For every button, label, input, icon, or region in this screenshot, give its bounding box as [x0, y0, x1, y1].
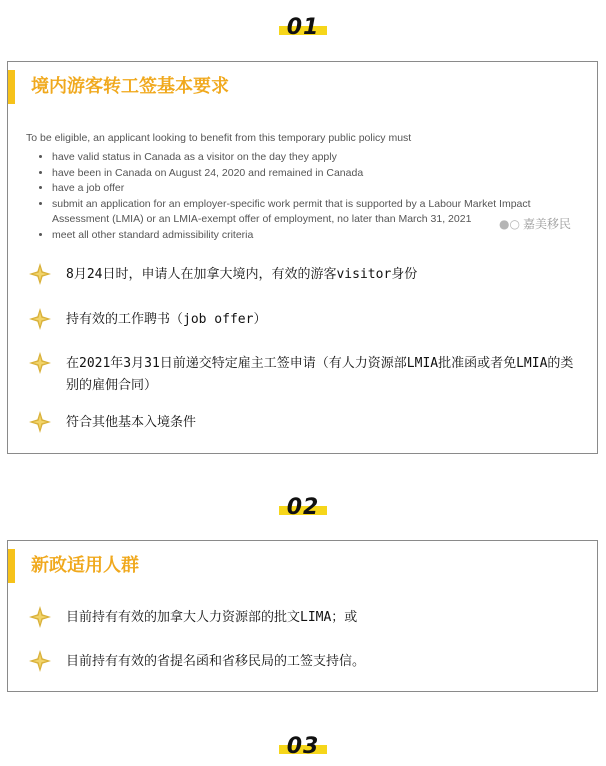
list-item: [28, 264, 586, 286]
star-bullet-icon: [28, 410, 52, 434]
quote-bullet: • have a job offer: [52, 181, 586, 197]
star-bullet-icon: [28, 649, 52, 673]
section-number-02: [0, 494, 606, 522]
item-text: 8月24日时，申请人在加拿大境内，有效的游客visitor身份: [66, 267, 418, 282]
quote-lead: To be eligible, an applicant looking to benefit from this temporary public policy must: [26, 132, 412, 144]
star-bullet-icon: [28, 262, 52, 286]
section-number-text: 02: [286, 495, 320, 520]
item-text: 目前持有有效的加拿大人力资源部的批文LIMA；或: [66, 610, 358, 625]
wechat-icon: ●○: [499, 217, 520, 231]
list-item: [28, 309, 586, 331]
section-number-text: 03: [286, 734, 320, 759]
quote-bullet: • have valid status in Canada as a visitor on the day they apply: [52, 150, 586, 166]
section-number-text: 01: [286, 15, 320, 40]
item-text: 持有效的工作聘书（job offer）: [66, 312, 267, 327]
section1-title: 境内游客转工签基本要求: [8, 70, 229, 104]
section-number-03: [0, 733, 606, 761]
quote-bullet: • submit an application for an employer-specific work permit that is supported by a Labour Market Impact Assessment (LMIA) or an LMIA-exempt offer of employment, no later than March 31, 2021: [52, 197, 586, 228]
item-text: 符合其他基本入境条件: [66, 415, 197, 430]
quote-bullet: • have been in Canada on August 24, 2020 and remained in Canada: [52, 166, 586, 182]
watermark-text: 嘉美移民: [522, 217, 571, 231]
section1-box: [7, 61, 598, 454]
star-bullet-icon: [28, 605, 52, 629]
quote-bullet: • meet all other standard admissibility criteria: [52, 228, 586, 244]
item-text: 目前持有有效的省提名函和省移民局的工签支持信。: [66, 654, 366, 669]
star-bullet-icon: [28, 307, 52, 331]
section-number-01: [0, 14, 606, 42]
star-bullet-icon: [28, 351, 52, 375]
watermark: [499, 215, 571, 232]
list-item: [28, 607, 586, 629]
item-text: 在2021年3月31日前递交特定雇主工签申请（有人力资源部LMIA批准函或者免LMIA的类别的雇佣合同）: [66, 356, 574, 393]
list-item: [28, 353, 586, 397]
list-item: [28, 651, 586, 673]
section2-title: 新政适用人群: [8, 549, 139, 583]
section2-box: [7, 540, 598, 692]
list-item: [28, 412, 586, 434]
